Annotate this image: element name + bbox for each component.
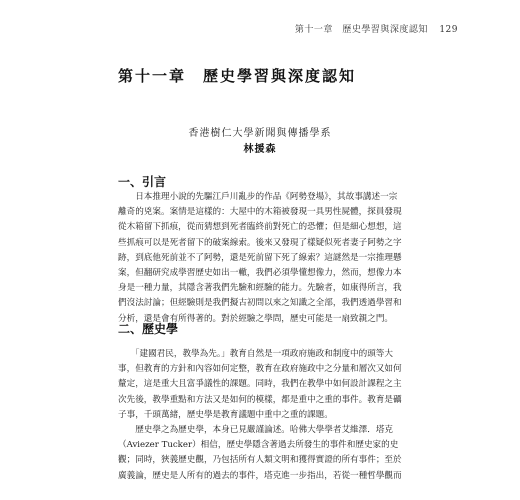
section-paragraph-historiography xyxy=(118,347,408,484)
paragraph-line: 事，但教育的方針和內容如何定整，教育在政府施政中之分量和層次又如何 xyxy=(118,364,402,375)
paragraph-line: 「建國君民，教學為先。」教育自然是一項政府施政和制度中的頭等大 xyxy=(118,349,393,359)
paragraph-line: 日本推理小說的先驅江戶川亂步的作品《阿勢登場》，其故事講述一宗 xyxy=(118,192,398,202)
page-number: 129 xyxy=(439,25,458,35)
paragraph-line: （Aviezer Tucker）相信，歷史學隱含著過去所發生的事件和歷史家的史 xyxy=(118,440,399,451)
running-title: 第十一章 歷史學習與深度認知 xyxy=(294,25,428,35)
paragraph-line: 歷史學之為歷史學，本身已見嚴謹論述。哈佛大學學者艾維澤．塔克 xyxy=(118,424,394,435)
paragraph-line: 身是一種力量，其隱含著我們先驗和經驗的能力。先驗者，如康得所言，我 xyxy=(118,283,402,294)
section-paragraph-introduction xyxy=(118,190,408,327)
section-heading-introduction: 一、引言 xyxy=(118,175,167,189)
author-name: 林援森 xyxy=(243,144,277,155)
paragraph-line: 分析，還是會有所得著的。對於經驗之學問，歷史可能是一扇致親之門。 xyxy=(118,313,394,324)
running-header xyxy=(295,22,458,35)
paragraph-line: 跡，到底他死前並不了阿勢，還是死前留下死了線索？這謎然是一宗推理懸 xyxy=(118,252,402,263)
section-heading-historiography: 二、歷史學 xyxy=(118,322,179,336)
paragraph-line: 們沒法討論；但經驗則是我們擬古初問以來之知識之全部，我們透過學習和 xyxy=(118,298,402,309)
paragraph-line: 釐定，這是重大且富爭議性的課題。同時，我們在教學中如何設計課程之主 xyxy=(118,379,402,390)
chapter-title: 第十一章 歷史學習與深度認知 xyxy=(118,67,357,85)
paragraph-line: 子事，千頭萬緒，歷史學是教育議題中重中之重的課題。 xyxy=(118,409,333,420)
paragraph-line: 廣義論，歷史是人所有的過去的事件，塔克進一步指出，若從一種哲學觀而 xyxy=(118,470,402,481)
author-affiliation: 香港樹仁大學新聞與傳播學系 xyxy=(188,128,332,139)
paragraph-line: 案，但翻研究成學習歷史如出一轍，我們必須學懂想像力，然而，想像力本 xyxy=(118,267,402,278)
paragraph-line: 從木箱留下抓痕，從而猜想到死者臨終前對死亡的恐懼；但是細心想想，這 xyxy=(118,222,402,233)
paragraph-line: 離奇的兇案。案情是這樣的：大屋中的木箱被發現一具男性屍體，探員發現 xyxy=(118,207,402,218)
paragraph-line: 些抓痕可以是死者留下的破案線索。後來又發現了樣疑似死者妻子阿勢之字 xyxy=(118,237,402,248)
paragraph-line: 次先後，教學重點和方法又是如何的模樣，都是重中之重的事件。教育是礪 xyxy=(118,394,402,405)
paragraph-line: 觀；同時，狹義歷史觀，乃包括所有人類文明和獲得實證的所有事件；至於 xyxy=(118,455,402,466)
